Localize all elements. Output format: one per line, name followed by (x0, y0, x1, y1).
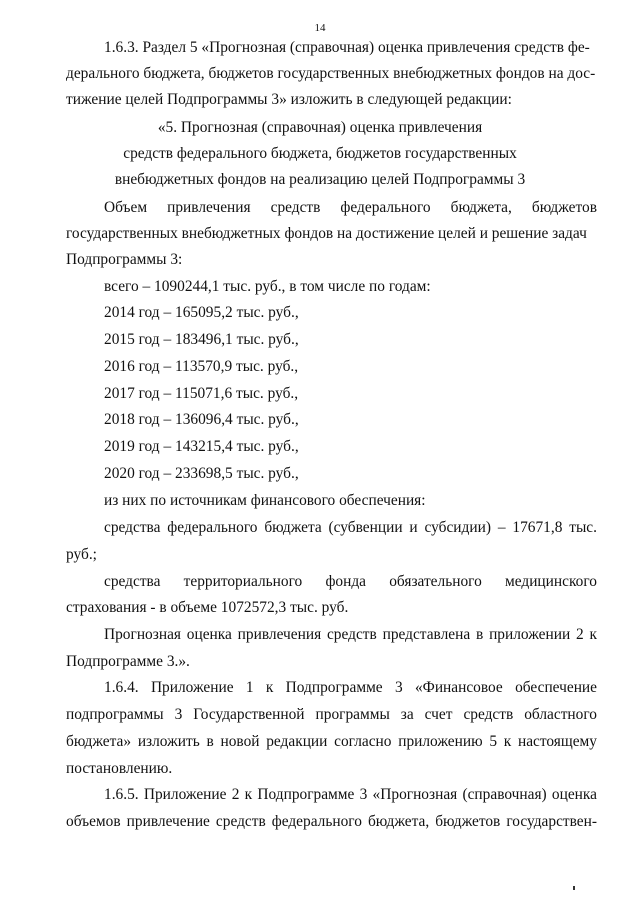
section-heading-line-2: средств федерального бюджета, бюджетов государственных (123, 145, 517, 162)
year-amount-2016: 2016 год – 113570,9 тыс. руб., (104, 358, 299, 375)
paragraph-1-6-4-line-3: бюджета» изложить в новой редакции согласно приложению 5 к настоящему (66, 733, 597, 750)
forecast-paragraph-line-2: Подпрограмме 3.». (66, 653, 190, 670)
year-amount-2018: 2018 год – 136096,4 тыс. руб., (104, 411, 299, 428)
paragraph-1-6-4-line-4: постановлению. (66, 760, 173, 777)
volume-paragraph-line-2: государственных внебюджетных фондов на достижение целей и решение задач (66, 225, 587, 242)
federal-funds-line-1: средства федерального бюджета (субвенции и субсидии) – 17671,8 тыс. (104, 519, 597, 536)
paragraph-1-6-5-line-2: объемов привлечение средств федерального бюджета, бюджетов государствен- (66, 813, 597, 830)
territorial-fund-line-1: средства территориального фонда обязательного медицинского (104, 573, 597, 590)
forecast-paragraph-line-1: Прогнозная оценка привлечения средств представлена в приложении 2 к (104, 626, 597, 643)
sources-intro: из них по источникам финансового обеспечения: (104, 492, 426, 509)
total-amount: всего – 1090244,1 тыс. руб., в том числе по годам: (104, 278, 431, 295)
volume-paragraph-line-3: Подпрограммы 3: (66, 251, 183, 268)
paragraph-1-6-3-line-3: тижение целей Подпрограммы 3» изложить в следующей редакции: (66, 91, 512, 108)
paragraph-1-6-3-line-2: дерального бюджета, бюджетов государственных внебюджетных фондов на дос- (66, 65, 596, 82)
year-amount-2020: 2020 год – 233698,5 тыс. руб., (104, 465, 299, 482)
volume-paragraph-line-1: Объем привлечения средств федерального бюджета, бюджетов (104, 199, 597, 216)
year-amount-2014: 2014 год – 165095,2 тыс. руб., (104, 304, 299, 321)
page-number: 14 (314, 22, 326, 34)
section-heading-line-1: «5. Прогнозная (справочная) оценка привлечения (157, 119, 483, 136)
section-heading-line-3: внебюджетных фондов на реализацию целей Подпрограммы 3 (114, 171, 526, 188)
year-amount-2017: 2017 год – 115071,6 тыс. руб., (104, 385, 299, 402)
paragraph-1-6-4-line-1: 1.6.4. Приложение 1 к Подпрограмме 3 «Финансовое обеспечение (104, 679, 597, 696)
scan-speck (573, 886, 575, 890)
paragraph-1-6-5-line-1: 1.6.5. Приложение 2 к Подпрограмме 3 «Прогнозная (справочная) оценка (104, 786, 597, 803)
territorial-fund-line-2: страхования - в объеме 1072572,3 тыс. руб. (66, 599, 349, 616)
year-amount-2015: 2015 год – 183496,1 тыс. руб., (104, 331, 299, 348)
paragraph-1-6-3-line-1: 1.6.3. Раздел 5 «Прогнозная (справочная) оценка привлечения средств фе- (104, 39, 590, 56)
federal-funds-line-2: руб.; (66, 546, 97, 563)
paragraph-1-6-4-line-2: подпрограммы 3 Государственной программы за счет средств областного (66, 706, 597, 723)
year-amount-2019: 2019 год – 143215,4 тыс. руб., (104, 438, 299, 455)
